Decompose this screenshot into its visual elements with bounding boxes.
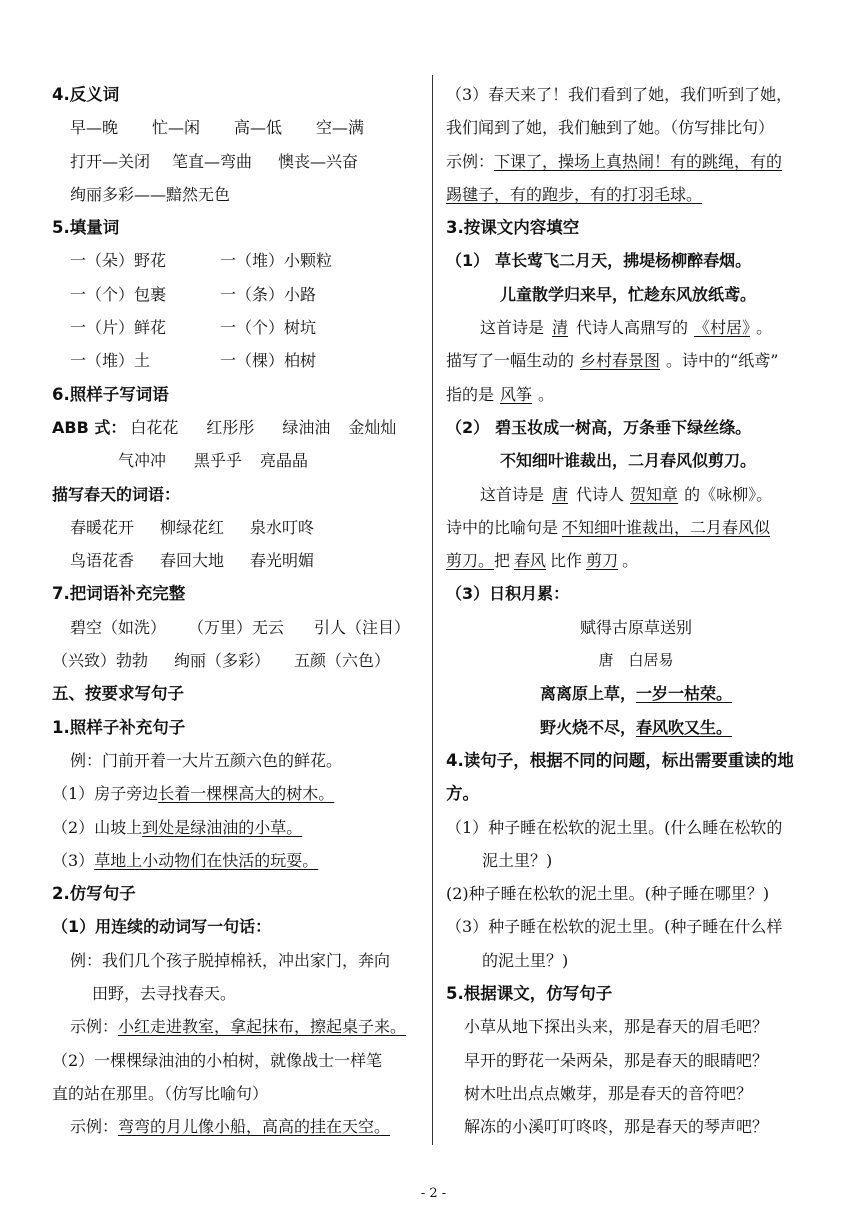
complete-sentence-item-2: （2）山坡上到处是绿油油的小草。 xyxy=(52,817,303,837)
imitate-demo-2: 示例：弯弯的月儿像小船，高高的挂在天空。 xyxy=(70,1117,391,1137)
imitate-sub-1: （1）用连续的动词写一句话： xyxy=(52,917,272,937)
poem1-question-3: 指的是 风筝 。 xyxy=(446,384,555,404)
complete-sentence-example: 例：门前开着一大片五颜六色的鲜花。 xyxy=(70,750,343,770)
fill-by-text-title: 3.按课文内容填空 xyxy=(446,218,580,238)
poem1-question-2: 描写了一幅生动的 乡村春景图 。诗中的“纸鸢” xyxy=(446,351,779,371)
spring-words-row-2: 鸟语花香 春回大地 春光明媚 xyxy=(70,551,315,571)
left-column xyxy=(52,78,427,1144)
measure-row-4: 一（堆）土 一（棵）柏树 xyxy=(70,351,317,371)
antonyms-row-1: 早—晚 忙—闲 高—低 空—满 xyxy=(70,118,365,138)
stress-item-1a: （1）种子睡在松软的泥土里。(什么睡在松软的 xyxy=(446,817,783,837)
imitate-sentence-title: 2.仿写句子 xyxy=(52,884,136,904)
abb-row-2: 气冲冲 黑乎乎 亮晶晶 xyxy=(118,451,309,471)
antonyms-row-2: 打开—关闭 笔直—弯曲 懊丧—兴奋 xyxy=(70,151,359,171)
page-number: - 2 - xyxy=(420,1186,447,1201)
section-antonyms-title: 4.反义词 xyxy=(52,85,120,104)
spring-words-row-1: 春暖花开 柳绿花红 泉水叮咚 xyxy=(70,517,315,537)
accumulation-line-2: 野火烧不尽，春风吹又生。 xyxy=(539,717,733,737)
imitate-example-1a: 例：我们几个孩子脱掉棉袄，冲出家门，奔向 xyxy=(70,950,391,970)
part-five-title: 五、按要求写句子 xyxy=(52,684,184,704)
complete-words-row-2: （兴致）勃勃 绚丽（多彩） 五颜（六色） xyxy=(52,651,391,671)
accumulation-poem-title: 赋得古原草送别 xyxy=(579,617,692,637)
imitate-sub-2b: 直的站在那里。（仿写比喻句） xyxy=(52,1083,269,1103)
complete-sentence-title: 1.照样子补充句子 xyxy=(52,717,186,737)
imitate-demo-1: 示例：小红走进教室，拿起抹布，擦起桌子来。 xyxy=(70,1017,407,1037)
poem2-line-1: （2） 碧玉妆成一树高，万条垂下绿丝绦。 xyxy=(446,417,752,437)
accumulation-title: （3）日积月累： xyxy=(446,584,570,604)
stress-item-1b: 泥土里？) xyxy=(482,850,553,870)
stress-item-3b: 的泥土里？) xyxy=(482,950,569,970)
poem2-question-3: 剪刀。把 春风 比作 剪刀 。 xyxy=(446,551,639,571)
poem2-question-1: 这首诗是 唐 代诗人 贺知章 的《咏柳》。 xyxy=(480,484,773,504)
poem2-question-2: 诗中的比喻句是 不知细叶谁裁出，二月春风似 xyxy=(446,517,771,537)
parallel-sentence-b: 我们闻到了她，我们触到了她。（仿写排比句） xyxy=(446,118,775,138)
imitate-text-title: 5.根据课文，仿写句子 xyxy=(446,984,613,1004)
measure-row-2: 一（个）包裹 一（条）小路 xyxy=(70,284,317,304)
poem2-line-2: 不知细叶谁裁出，二月春风似剪刀。 xyxy=(500,451,757,471)
stress-reading-title-a: 4.读句子，根据不同的问题，标出需要重读的地 xyxy=(446,750,794,770)
column-divider xyxy=(432,75,433,1145)
measure-row-1: 一（朵）野花 一（堆）小颗粒 xyxy=(70,251,333,271)
complete-words-row-1: 碧空（如洗） （万里）无云 引人（注目） xyxy=(70,617,411,637)
accumulation-line-1: 离离原上草，一岁一枯荣。 xyxy=(539,684,733,704)
imitate-text-line-1: 小草从地下探出头来，那是春天的眉毛吧？ xyxy=(464,1017,769,1037)
imitate-text-line-3: 树木吐出点点嫩芽，那是春天的音符吧？ xyxy=(464,1083,753,1103)
complete-sentence-item-1: （1）房子旁边长着一棵棵高大的树木。 xyxy=(52,784,335,804)
section-complete-words-title: 7.把词语补充完整 xyxy=(52,584,186,604)
imitate-text-line-4: 解冻的小溪叮叮咚咚，那是春天的琴声吧？ xyxy=(464,1117,769,1137)
poem1-line-1: （1） 草长莺飞二月天，拂堤杨柳醉春烟。 xyxy=(446,251,752,271)
poem1-line-2: 儿童散学归来早，忙趁东风放纸鸢。 xyxy=(500,284,757,304)
complete-sentence-item-3: （3）草地上小动物们在快活的玩耍。 xyxy=(52,850,319,870)
parallel-demo-a: 示例：下课了，操场上真热闹！有的跳绳，有的 xyxy=(446,151,783,171)
section-word-pattern-title: 6.照样子写词语 xyxy=(52,384,169,404)
accumulation-author: 唐 白居易 xyxy=(598,651,674,670)
parallel-demo-b: 踢毽子，有的跑步，有的打羽毛球。 xyxy=(446,184,703,204)
stress-item-2: (2)种子睡在松软的泥土里。(种子睡在哪里？) xyxy=(446,884,770,904)
stress-reading-title-b: 方。 xyxy=(446,784,479,804)
imitate-example-1b: 田野，去寻找春天。 xyxy=(92,984,237,1004)
spring-words-label: 描写春天的词语： xyxy=(52,484,181,504)
imitate-sub-2a: （2）一棵棵绿油油的小柏树，就像战士一样笔 xyxy=(52,1050,383,1070)
imitate-text-line-2: 早开的野花一朵两朵，那是春天的眼睛吧？ xyxy=(464,1050,769,1070)
parallel-sentence-a: （3）春天来了！我们看到了她，我们听到了她， xyxy=(446,85,793,104)
section-measure-words-title: 5.填量词 xyxy=(52,218,120,238)
abb-row-1: ABB 式： 白花花 红彤彤 绿油油 金灿灿 xyxy=(52,417,397,437)
poem1-question-1: 这首诗是 清 代诗人高鼎写的 《村居》 。 xyxy=(480,318,773,338)
right-column xyxy=(446,78,826,1144)
measure-row-3: 一（片）鲜花 一（个）树坑 xyxy=(70,318,317,338)
stress-item-3a: （3）种子睡在松软的泥土里。(种子睡在什么样 xyxy=(446,917,783,937)
antonyms-row-3: 绚丽多彩——黯然无色 xyxy=(70,184,231,204)
